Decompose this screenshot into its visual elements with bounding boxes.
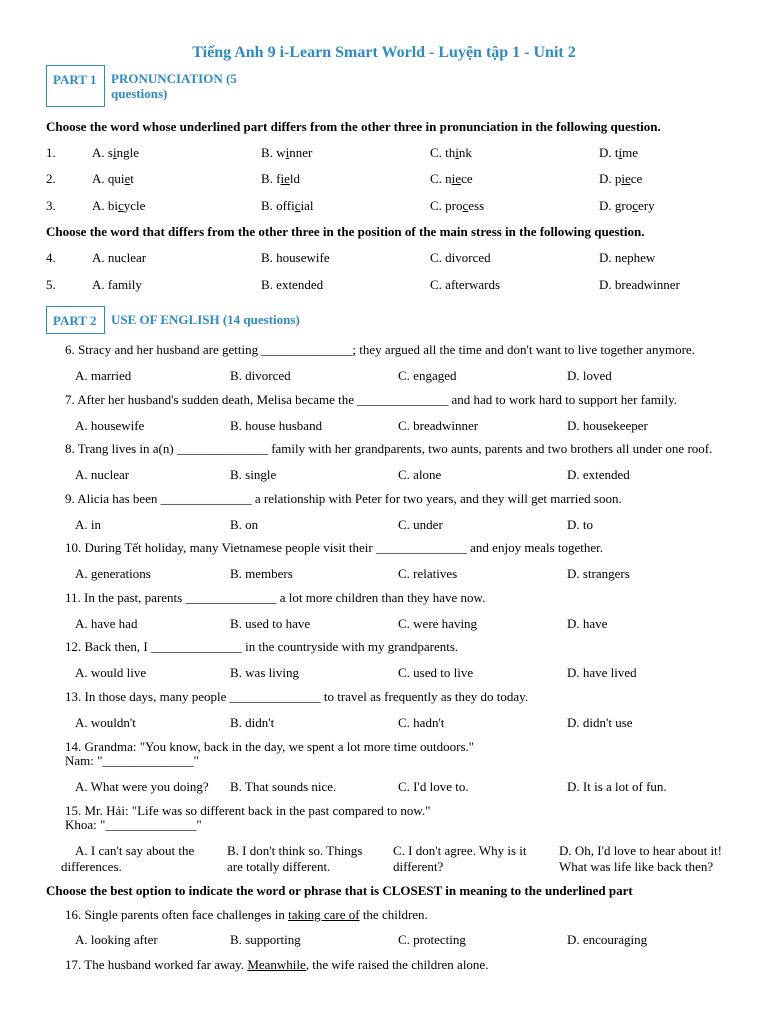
- q13-option-c[interactable]: C. hadn't: [398, 715, 445, 730]
- option-text: C. divorced: [430, 250, 491, 265]
- part1-label: PART 1: [53, 72, 97, 87]
- option-text: A. nuclear: [92, 250, 147, 265]
- q16-option-b[interactable]: B. supporting: [230, 932, 301, 947]
- q6-stem: 6. Stracy and her husband are getting ______________; they argued all the time and don't want to live together anymore.: [65, 342, 695, 357]
- q11-option-b[interactable]: B. used to have: [230, 616, 311, 631]
- q6-option-b[interactable]: B. divorced: [230, 368, 291, 383]
- q8-option-a[interactable]: A. nuclear: [75, 467, 130, 482]
- option-text-rest: t: [130, 171, 134, 186]
- underlined-sound: c: [462, 198, 469, 213]
- option-text: A. bi: [92, 198, 118, 213]
- q5-option-a[interactable]: [92, 277, 142, 293]
- q8-option-c[interactable]: C. alone: [398, 467, 442, 482]
- q8-option-b[interactable]: B. single: [230, 467, 277, 482]
- q7-option-d[interactable]: D. housekeeper: [567, 418, 648, 433]
- option-text: C. afterwards: [430, 277, 501, 292]
- q11-option-d[interactable]: D. have: [567, 616, 608, 631]
- underlined-sound: ie: [451, 171, 462, 186]
- option-text-rest: ery: [638, 198, 655, 213]
- q7-option-c[interactable]: C. breadwinner: [398, 418, 479, 433]
- q12-stem: 12. Back then, I ______________ in the countryside with my grandparents.: [65, 639, 459, 654]
- option-text-rest: ess: [468, 198, 485, 213]
- option-text: B. housewife: [261, 250, 330, 265]
- instruction-stress: Choose the word that differs from the other three in the position of the main stress in the following question.: [46, 224, 645, 239]
- q15-option-b[interactable]: [227, 843, 362, 875]
- q14-line1: 14. Grandma: "You know, back in the day, we spent a lot more time outdoors.": [65, 739, 475, 754]
- option-text-rest: ce: [630, 171, 643, 186]
- underlined-sound: i: [455, 145, 459, 160]
- q11-option-a[interactable]: A. have had: [75, 616, 138, 631]
- q17-stem-post: , the wife raised the children alone.: [305, 957, 489, 972]
- option-text: D. nephew: [599, 250, 656, 265]
- q9-option-b[interactable]: B. on: [230, 517, 259, 532]
- q13-option-d[interactable]: D. didn't use: [567, 715, 633, 730]
- q9-stem: 9. Alicia has been ______________ a relationship with Peter for two years, and they will get married soon.: [65, 491, 622, 506]
- option-text: A. qui: [92, 171, 125, 186]
- q15-option-a-line2: differences.: [61, 859, 122, 874]
- underlined-sound: i: [618, 145, 623, 160]
- underlined-sound: ie: [621, 171, 631, 186]
- q12-option-d[interactable]: D. have lived: [567, 665, 637, 680]
- option-text-rest: me: [622, 145, 639, 160]
- q6-option-c[interactable]: C. engaged: [398, 368, 457, 383]
- option-text-rest: ial: [300, 198, 314, 213]
- option-text: A. family: [92, 277, 142, 292]
- q9-option-a[interactable]: A. in: [75, 517, 101, 532]
- q9-option-c[interactable]: C. under: [398, 517, 443, 532]
- option-text-rest: nner: [289, 145, 313, 160]
- q3-option-d[interactable]: [599, 198, 655, 214]
- question-number: 1.: [46, 145, 56, 160]
- underlined-sound: i: [112, 145, 117, 160]
- q15-option-d[interactable]: [559, 843, 722, 875]
- question-number: 2.: [46, 171, 56, 186]
- q5-option-d[interactable]: [599, 277, 680, 293]
- q17-underlined: Meanwhile: [247, 957, 306, 972]
- q1-option-b[interactable]: [261, 145, 312, 161]
- page-title: Tiếng Anh 9 i-Learn Smart World - Luyện tập 1 - Unit 2: [192, 44, 576, 61]
- q10-option-c[interactable]: C. relatives: [398, 566, 458, 581]
- q14-option-c[interactable]: C. I'd love to.: [398, 779, 469, 794]
- option-text: B. f: [261, 171, 281, 186]
- q14-option-b[interactable]: B. That sounds nice.: [230, 779, 337, 794]
- option-text-rest: nk: [458, 145, 472, 160]
- q3-option-b[interactable]: [261, 198, 314, 214]
- q15-line2: Khoa: "______________": [65, 817, 202, 832]
- question-number: 5.: [46, 277, 56, 292]
- option-text: D. breadwinner: [599, 277, 680, 292]
- q15-option-b-line2: are totally different.: [227, 859, 331, 874]
- underlined-sound: ie: [280, 171, 290, 186]
- q4-option-d[interactable]: [599, 250, 655, 266]
- q14-option-d[interactable]: D. It is a lot of fun.: [567, 779, 667, 794]
- underlined-sound: i: [285, 145, 290, 160]
- q10-option-a[interactable]: A. generations: [75, 566, 151, 581]
- option-text: B. w: [261, 145, 286, 160]
- underlined-sound: e: [124, 171, 131, 186]
- q15-line1: 15. Mr. Hải: "Life was so different back in the past compared to now.": [65, 803, 431, 818]
- q14-option-a[interactable]: A. What were you doing?: [75, 779, 209, 794]
- q15-option-a-line1: A. I can't say about the: [75, 843, 195, 858]
- q12-option-c[interactable]: C. used to live: [398, 665, 474, 680]
- q16-stem: [65, 907, 428, 923]
- part1-heading-line2: questions): [111, 86, 168, 101]
- option-text: C. th: [430, 145, 456, 160]
- q16-underlined: taking care of: [288, 907, 360, 922]
- question-number: 3.: [46, 198, 56, 213]
- option-text-rest: ce: [461, 171, 473, 186]
- option-text: A. s: [92, 145, 113, 160]
- q16-option-c[interactable]: C. protecting: [398, 932, 466, 947]
- q5-option-b[interactable]: [261, 277, 323, 293]
- q10-option-d[interactable]: D. strangers: [567, 566, 630, 581]
- q15-option-c-line1: C. I don't agree. Why is it: [393, 843, 527, 858]
- option-text-rest: ycle: [123, 198, 146, 213]
- q15-option-d-line1: D. Oh, I'd love to hear about it!: [559, 843, 722, 858]
- question-number: 4.: [46, 250, 56, 265]
- q8-stem: 8. Trang lives in a(n) ______________ family with her grandparents, two aunts, parents and two brothers all under one roof.: [65, 441, 713, 456]
- q17-stem-pre: 17. The husband worked far away.: [65, 957, 248, 972]
- underlined-sound: c: [118, 198, 124, 213]
- q3-option-c[interactable]: [430, 198, 484, 214]
- q1-option-a[interactable]: [92, 145, 139, 161]
- q3-option-a[interactable]: [92, 198, 145, 214]
- q10-stem: 10. During Tết holiday, many Vietnamese people visit their ______________ and enjoy meals together.: [65, 540, 604, 555]
- q4-option-c[interactable]: [430, 250, 491, 266]
- q12-option-a[interactable]: A. would live: [75, 665, 147, 680]
- option-text-rest: ngle: [116, 145, 139, 160]
- q7-option-b[interactable]: B. house husband: [230, 418, 323, 433]
- instruction-pronunciation: Choose the word whose underlined part differs from the other three in pronunciation in the following question.: [46, 119, 661, 134]
- q2-option-b[interactable]: [261, 171, 300, 187]
- option-text: D. gro: [599, 198, 633, 213]
- q17-stem: [65, 957, 488, 973]
- q16-stem-post: the children.: [359, 907, 428, 922]
- q2-option-d[interactable]: [599, 171, 642, 187]
- underlined-sound: c: [294, 198, 301, 213]
- option-text: C. pro: [430, 198, 463, 213]
- q7-option-a[interactable]: A. housewife: [75, 418, 145, 433]
- q6-option-d[interactable]: D. loved: [567, 368, 612, 383]
- q15-option-c-line2: different?: [393, 859, 444, 874]
- q10-option-b[interactable]: B. members: [230, 566, 293, 581]
- option-text-rest: ld: [289, 171, 301, 186]
- q12-option-b[interactable]: B. was living: [230, 665, 299, 680]
- q13-stem: 13. In those days, many people ______________ to travel as frequently as they do today.: [65, 689, 529, 704]
- q4-option-a[interactable]: [92, 250, 146, 266]
- q8-option-d[interactable]: D. extended: [567, 467, 630, 482]
- underlined-sound: c: [632, 198, 638, 213]
- part1-heading-line1: PRONUNCIATION (5: [111, 71, 237, 86]
- part2-heading: USE OF ENGLISH (14 questions): [111, 312, 300, 327]
- q15-option-b-line1: B. I don't think so. Things: [227, 843, 363, 858]
- instruction-closest-meaning: Choose the best option to indicate the word or phrase that is CLOSEST in meaning to the underlined part: [46, 883, 633, 898]
- q15-option-c[interactable]: [393, 843, 527, 875]
- part1-label-box: [46, 65, 105, 107]
- part2-label-box: [46, 306, 105, 334]
- option-text: C. n: [430, 171, 452, 186]
- q9-option-d[interactable]: D. to: [567, 517, 593, 532]
- q16-option-d[interactable]: D. encouraging: [567, 932, 648, 947]
- q15-option-d-line2: What was life like back then?: [559, 859, 714, 874]
- q13-option-a[interactable]: A. wouldn't: [75, 715, 136, 730]
- q4-option-b[interactable]: [261, 250, 330, 266]
- q16-stem-pre: 16. Single parents often face challenges in: [65, 907, 289, 922]
- q2-option-a[interactable]: [92, 171, 134, 187]
- q15-option-a[interactable]: [61, 843, 194, 875]
- q14-line2: Nam: "______________": [65, 753, 199, 768]
- q1-option-c[interactable]: [430, 145, 472, 161]
- part2-label: PART 2: [53, 313, 97, 328]
- option-text: B. offi: [261, 198, 295, 213]
- q11-option-c[interactable]: C. were having: [398, 616, 478, 631]
- q7-stem: 7. After her husband's sudden death, Melisa became the ______________ and had to work hard to support her family.: [65, 392, 677, 407]
- q13-option-b[interactable]: B. didn't: [230, 715, 275, 730]
- q1-option-d[interactable]: [599, 145, 638, 161]
- option-text: B. extended: [261, 277, 324, 292]
- q6-option-a[interactable]: A. married: [75, 368, 132, 383]
- q5-option-c[interactable]: [430, 277, 500, 293]
- q11-stem: 11. In the past, parents ______________ a lot more children than they have now.: [65, 590, 486, 605]
- q16-option-a[interactable]: A. looking after: [75, 932, 158, 947]
- q2-option-c[interactable]: [430, 171, 473, 187]
- option-text: D. t: [599, 145, 619, 160]
- option-text: D. p: [599, 171, 622, 186]
